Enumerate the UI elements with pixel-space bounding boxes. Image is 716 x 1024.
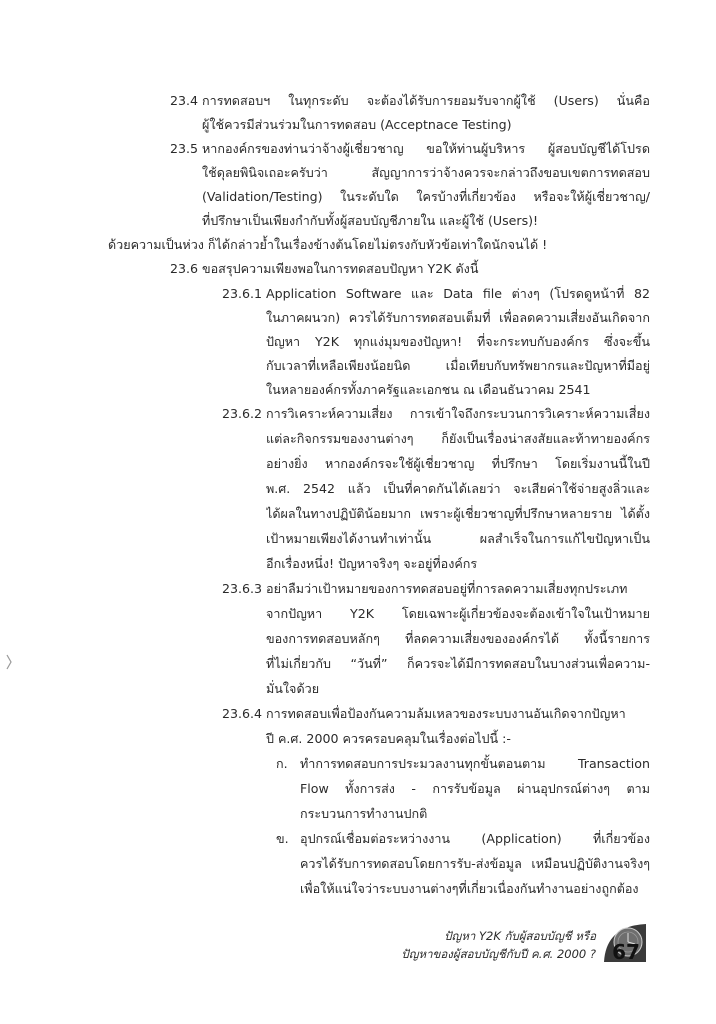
- section-number: 23.6: [170, 261, 199, 276]
- section-number: 23.5: [170, 141, 199, 156]
- text-line: Application Software และ Data file ต่างๆ (โปรดดูหน้าที่ 82: [266, 286, 650, 301]
- text-line: ที่ปรึกษาเป็นเพียงกำกับทั้งผู้สอบบัญชีภายใน และผู้ใช้ (Users)!: [202, 213, 539, 228]
- text-line: จากปัญหา Y2K โดยเฉพาะผู้เกี่ยวข้องจะต้องเข้าใจในเป้าหมาย: [266, 606, 650, 621]
- text-line: การทดสอบฯ ในทุกระดับ จะต้องได้รับการยอมรับจากผู้ใช้ (Users) นั่นคือ: [202, 93, 650, 108]
- section-number: 23.6.3: [222, 581, 263, 596]
- text-line: แต่ละกิจกรรมของงานต่างๆ ก็ยังเป็นเรื่องน่าสงสัยและท้าทายองค์กร: [266, 431, 650, 446]
- text-line: ในภาคผนวก) ควรได้รับการทดสอบเต็มที่ เพื่อลดความเสี่ยงอันเกิดจาก: [266, 310, 650, 325]
- text-line: มั่นใจด้วย: [266, 681, 320, 696]
- page-number: 67: [612, 940, 640, 964]
- section-number: 23.6.4: [222, 706, 263, 721]
- text-line: ของการทดสอบหลักๆ ที่ลดความเสี่ยงขององค์กรได้ ทั้งนี้รายการ: [266, 631, 650, 646]
- text-line: ที่ไม่เกี่ยวกับ “วันที่” ก็ควรจะได้มีการทดสอบในบางส่วนเพื่อความ-: [266, 656, 650, 671]
- text-line: กระบวนการทำงานปกติ: [300, 806, 428, 821]
- text-line: ปี ค.ศ. 2000 ควรครอบคลุมในเรื่องต่อไปนี้ :-: [266, 731, 511, 746]
- text-line: เป้าหมายเพียงได้งานทำเท่านั้น ผลสำเร็จในการแก้ไขปัญหาเป็น: [266, 531, 650, 546]
- text-line: ในหลายองค์กรทั้งภาครัฐและเอกชน ณ เดือนธันวาคม 2541: [266, 382, 591, 397]
- text-line: พ.ศ. 2542 แล้ว เป็นที่คาดกันได้เลยว่า จะเสียค่าใช้จ่ายสูงลิ่วและ: [266, 481, 650, 496]
- text-line: ทำการทดสอบการประมวลงานทุกขั้นตอนตาม Transaction: [300, 756, 650, 771]
- footer-title-line-2: ปัญหาของผู้สอบบัญชีกับปี ค.ศ. 2000 ?: [401, 947, 596, 961]
- text-line: ควรได้รับการทดสอบโดยการรับ-ส่งข้อมูล เหมือนปฏิบัติงานจริงๆ: [300, 856, 650, 871]
- list-marker: ก.: [276, 756, 288, 771]
- footer-title-line-1: ปัญหา Y2K กับผู้สอบบัญชี หรือ: [444, 929, 596, 943]
- text-line: อีกเรื่องหนึ่ง! ปัญหาจริงๆ จะอยู่ที่องค์กร: [266, 556, 478, 571]
- text-line: ได้ผลในทางปฏิบัติน้อยมาก เพราะผู้เชี่ยวชาญที่ปรึกษาหลายราย ได้ตั้ง: [266, 506, 650, 521]
- text-line: ปัญหา Y2K ทุกแง่มุมของปัญหา! ที่จะกระทบกับองค์กร ซึ่งจะขึ้น: [266, 334, 650, 349]
- text-line: ใช้ดุลยพินิจเถอะครับว่า สัญญาการว่าจ้างควรจะกล่าวถึงขอบเขตการทดสอบ: [202, 165, 650, 180]
- page-number-badge: [602, 922, 648, 966]
- text-line: (Validation/Testing) ในระดับใด ใครบ้างที่เกี่ยวข้อง หรือจะให้ผู้เชี่ยวชาญ/: [202, 189, 650, 204]
- text-line: การวิเคราะห์ความเสี่ยง การเข้าใจถึงกระบวนการวิเคราะห์ความเสี่ยง: [266, 406, 650, 421]
- section-number: 23.6.1: [222, 286, 263, 301]
- text-line: Flow ทั้งการส่ง - การรับข้อมูล ผ่านอุปกรณ์ต่างๆ ตาม: [300, 781, 650, 796]
- text-line: อย่างยิ่ง หากองค์กรจะใช้ผู้เชี่ยวชาญ ที่ปรึกษา โดยเริ่มงานนี้ในปี: [266, 456, 650, 471]
- text-line: หากองค์กรของท่านว่าจ้างผู้เชี่ยวชาญ ขอให้ท่านผู้บริหาร ผู้สอบบัญชีได้โปรด: [202, 141, 650, 156]
- text-line: อุปกรณ์เชื่อมต่อระหว่างงาน (Application) ที่เกี่ยวข้อง: [300, 831, 650, 846]
- list-marker: ข.: [276, 831, 289, 846]
- section-number: 23.4: [170, 93, 199, 108]
- text-line: เพื่อให้แน่ใจว่าระบบงานต่างๆที่เกี่ยวเนื่องกันทำงานอย่างถูกต้อง: [300, 881, 639, 896]
- text-line: ผู้ใช้ควรมีส่วนร่วมในการทดสอบ (Acceptnace Testing): [202, 117, 512, 132]
- text-line: การทดสอบเพื่อป้องกันความล้มเหลวของระบบงานอันเกิดจากปัญหา: [266, 706, 626, 721]
- note-line: ด้วยความเป็นห่วง ก็ได้กล่าวย้ำในเรื่องข้างต้นโดยไม่ตรงกับหัวข้อเท่าใดนักจนได้ !: [108, 237, 548, 252]
- text-line: กับเวลาที่เหลือเพียงน้อยนิด เมื่อเทียบกับทรัพยากรและปัญหาที่มีอยู่: [266, 358, 650, 373]
- section-number: 23.6.2: [222, 406, 263, 421]
- page-edge-mark-icon: [6, 654, 12, 670]
- text-line: อย่าลืมว่าเป้าหมายของการทดสอบอยู่ที่การลดความเสี่ยงทุกประเภท: [266, 581, 628, 596]
- section-heading: ขอสรุปความเพียงพอในการทดสอบปัญหา Y2K ดังนี้: [202, 261, 479, 276]
